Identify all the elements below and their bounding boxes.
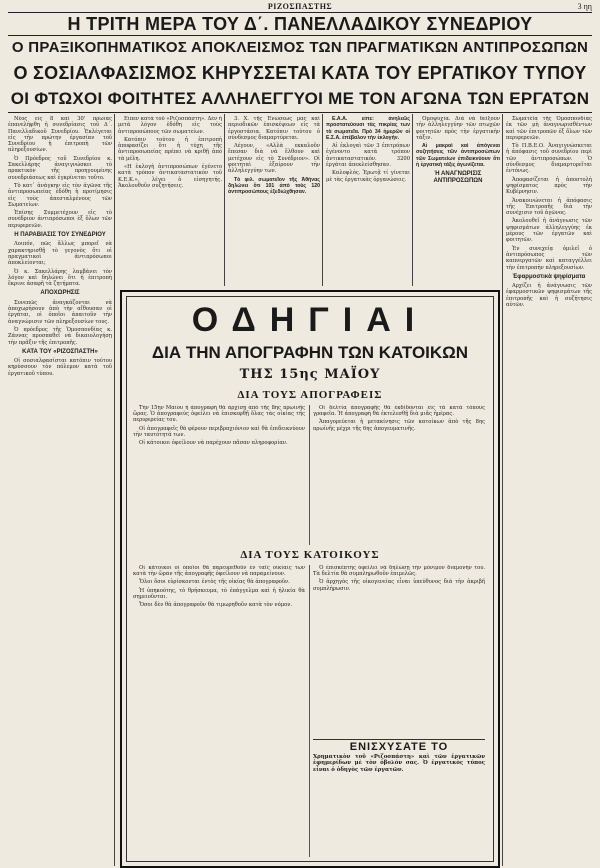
box-column-divider — [309, 565, 310, 857]
paragraph: Κατόπιν τούτου ἡ ἐπιτροπὴ ἀποφασίζει ὅτι ἡ τύχη τῆς ἀντιπροσωπείας πρέπει νὰ κριθῇ ἀπὸ τὰ μέλη. — [118, 136, 222, 162]
paragraph: Ὁ Πρόεδρος τοῦ Συνεδρίου κ. Σακελλάρης ἀναγιγνώσκει τὸ πρακτικὸν τῆς προηγουμένης συνεδριάσεως καὶ ἐγκρίνεται τοῦτο. — [8, 155, 112, 181]
paragraph: Νέος εἰς 8 καὶ 30' πρωῒας ἐπανελήφθη ἡ συνεδρίασις τοῦ Δ΄. Πανελλαδικοῦ Συνεδρίου. Ἐκλέγεται εἰς τὴν πρώτην ἐργασίαν τοῦ Συνεδρίου ἡ ἐπιτροπὴ τῶν πληρεξουσίων. — [8, 116, 112, 154]
box-title: ΟΔΗΓΙΑΙ — [191, 301, 429, 339]
paragraph: «Η ἐκλογὴ ἀντιπροσώπων ἐγένετο κατὰ τρόπον ἀντικαταστατικόν τοῦ Κ.Ε.Κ.», λέγει ὁ εἰσηγητής. Ἀκολουθοῦν συζητήσεις. — [118, 164, 222, 189]
column-divider — [114, 114, 115, 866]
box-column-right — [313, 405, 485, 545]
column-divider — [502, 114, 503, 866]
column-divider — [322, 114, 323, 286]
support-notice-title: ΕΝΙΣΧΥΣΑΤΕ ΤΟ — [349, 741, 449, 753]
census-instructions-box — [120, 290, 500, 868]
masthead — [8, 2, 592, 13]
support-notice-body: Χρηματικὸν τοῦ «Ριζοσπάστη» καὶ τῶν ἐργατικῶν ἐφημερίδων μὲ τὸν ὀβολόν σας. Ὁ ἐργατικὸς τύπος εἶναι ὁ ὀδηγὸς τῶν ἐργατῶν. — [313, 754, 485, 773]
paragraph: Ὁ πρόεδρος τῆς Ὁμοσπονδίας κ. Ζάννας προσπαθεῖ νὰ δικαιολογήσῃ τὴν πρᾶξιν τῆς ἐπιτροπῆς. — [8, 326, 112, 346]
paragraph: Λέγουν, «Αλλὰ εκκαλοῦν ἔπεσαν διὰ νὰ ἔλθουν καὶ μετέχουν εἰς τὸ Συνέδριον». Οἱ φοιτηταὶ ἐξαίρουν τὴν ἀλληλεγγύην των. — [228, 143, 320, 175]
column-divider — [412, 114, 413, 286]
paragraph: Ὅλοι ὅσοι εὑρίσκονται ἐντὸς τῆς οἰκίας θὰ ἀπογραφοῦν. — [139, 579, 290, 586]
section-title-residents: ΔΙΑ ΤΟΥΣ ΚΑΤΟΙΚΟΥΣ — [240, 549, 380, 561]
paragraph: Ὁ κ. Σακελλάρης λαμβάνει τὸν λόγον καὶ δηλώνει ὅτι ἡ ἐπιτροπὴ ἔκρινε ἀσαφῆ τὰ ζητήματα. — [8, 268, 112, 288]
paragraph: Ὅσοι δὲν θὰ ἀπογραφοῦν θὰ τιμωρηθοῦν κατὰ τὸν νόμον. — [139, 602, 293, 609]
paragraph: Αἱ μακραὶ καὶ ἀπόγεναι συζητήσεις τῶν ἀντιπροσώπων τῶν Σωματείων ἐπιδεικνύουν ὅτι ἡ ἐργατικὴ τάξις ἀγωνίζεται. — [416, 143, 500, 169]
subheading: Ἐφαρμοστικὰ ψηφίσματα — [512, 273, 586, 280]
article-column-6 — [506, 116, 592, 866]
article-column-3 — [228, 116, 320, 284]
article-column-5 — [416, 116, 500, 284]
box-column-divider — [309, 405, 310, 545]
paragraph: Καλοφλός. Ἐρωτᾷ τί γίνεται μὲ τὰς ἐργατικὰς ὀργανώσεις. — [326, 170, 410, 183]
headline-2: Ο ΠΡΑΞΙΚΟΠΗΜΑΤΙΚΟΣ ΑΠΟΚΛΕΙΣΜΟΣ ΤΩΝ ΠΡΑΓΜΑΤΙΚΩΝ ΑΝΤΙΠΡΟΣΩΠΩΝ — [11, 39, 589, 56]
paragraph: Ἀνακοινώνεται ἡ ἀπόφασις τῆς Ἐπιτροπῆς διὰ τὴν συνέχισιν τοῦ ἀγῶνος. — [506, 197, 592, 217]
divider — [8, 35, 592, 36]
box-date: ΤΗΣ 15ης ΜΑΪΟΥ — [239, 367, 381, 382]
box-column-right — [313, 565, 485, 735]
support-notice — [313, 739, 485, 858]
paragraph: Εἶπεν κατὰ τοῦ «Ριζοσπάστη». Δὲν ἡ μετὰ λόγον ἐδόθη εἰς τοὺς ἀντιπροσώπους τῶν σωματείων. — [118, 116, 222, 135]
paragraph: Ε.Α.Α. εἶπε: ἀνηλεῶς προστατεύουσι τὰς πικρίας των τὰ σωματεῖα. Πρὸ 34 ἡμερῶν οἱ Ε.Σ.Α. ἐπέβαλον τὴν ἐκλογήν. — [326, 116, 410, 141]
paragraph: Συνεπῶς ἀναγκάζονται νὰ ἀποχωρήσουν ἀπὸ τὴν αἴθουσαν οἱ ἐργάται, οἱ ὁποῖοι ἀπαιτοῦν τὴν ἀναγνώρισιν τῶν πληρεξουσίων τους. — [8, 299, 112, 325]
subheading: Ἡ ΑΝΑΓΝΩΡΙΣΙΣ ΑΝΤΙΠΡΟΣΩΠΩΝ — [433, 171, 483, 184]
article-column-1 — [8, 116, 112, 866]
box-subtitle: ΔΙΑ ΤΗΝ ΑΠΟΓΡΑΦΗΝ ΤΩΝ ΚΑΤΟΙΚΩΝ — [151, 343, 469, 362]
paragraph: Τὸ Π.Β.Ε.Ο. Ἀναγιγνώσκεται ἡ ἀπόφασις τοῦ συνεδρίου περὶ τῶν ἀντιπροσώπων. Ὁ σύνδεσμος διαμαρτυρεῖται ἐντόνως. — [506, 143, 592, 175]
masthead-title: ΡΙΖΟΣΠΑΣΤΗΣ — [267, 2, 333, 11]
paragraph: Ὁ ἀρχηγὸς τῆς οἰκογενείας εἶναι ὑπεύθυνος διὰ τὴν ἀκριβῆ συμπλήρωσιν. — [313, 579, 485, 592]
paragraph: Τὸ φιλ. σωματεῖον τῆς Ἀθήνας δηλώνει ὅτι 101 ἀπὸ τοὺς 120 ἀντιπροσώπους ἐξεδιώχθησαν. — [228, 176, 320, 196]
paragraph: Οἱ ἀπογραφεῖς θὰ φέρουν περιβραχιόνιον καὶ θὰ ἐπιδεικνύουν τὴν ταυτότητά των. — [133, 425, 305, 438]
box-column-left — [133, 565, 305, 857]
headline-4: ΟΙ ΦΤΩΧΟΙ ΦΟΙΤΗΤΕΣ ΑΛΛΗΛΕΓΓΥΟΙ ΜΕ ΤΟΝ ΑΓΩΝΑ ΤΩΝ ΕΡΓΑΤΩΝ — [10, 89, 590, 108]
box-column-left — [133, 405, 305, 545]
paragraph: Οἱ δελτία ἀπογραφῆς θὰ ἐκδίδονται εἰς τὰ κατὰ τόπους γραφεῖα. Ἡ ἀπογραφὴ θὰ ἐκτελεσθῇ διὰ μιᾶς ἡμέρας. — [313, 405, 485, 418]
paragraph: 3. Χ. τῆς Ἑνώσεως μας καὶ περιοδικῶν ἐπισκέψεων εἰς τὰ ἐργοστάσια. Κατόπιν τούτου ὁ σύνδεσμος διαμαρτύρεται. — [228, 116, 320, 141]
paragraph: Λοιπόν, πῶς ἄλλως μπορεῖ νὰ χαρακτηρισθῇ τὸ γεγονὸς ὅτι οἱ πραγματικοὶ ἀντιπρόσωποι ἀποκλείονται; — [8, 241, 112, 267]
subheading: Η ΠΑΡΑΒΙΑΣΙΣ ΤΟΥ ΣΥΝΕΔΡΙΟΥ — [14, 232, 106, 239]
paragraph: Αρχίζει ἡ ἀνάγνωσις τῶν ἐφαρμοστικῶν ψηφισμάτων τῆς ἐπιτροπῆς καὶ ἡ συζήτησις αὐτῶν. — [506, 283, 592, 309]
paragraph: Ἐπίσης Συμμετέχουν εἰς τὸ συνέδριον ἀντιπρόσωποι ἐξ ὅλων τῶν περιφερειῶν. — [8, 210, 112, 229]
paragraph: Ὁμοψυχία. Διὰ νὰ δείξουν τὴν ἀλληλεγγύην τῶν πτωχῶν φοιτητῶν πρὸς τὴν ἐργατικὴν τάξιν. — [416, 116, 500, 141]
column-divider — [224, 114, 225, 286]
article-column-2 — [118, 116, 222, 284]
article-column-4 — [326, 116, 410, 284]
paragraph: Τὸ κατ᾽ ἀνάγκην εἰς τὸν ἀγῶνα τῆς ἀντιπροσωπείας ἐδόθη ἡ προτίμησις εἰς τοὺς ἀπεσταλμένους τῶν Σωματείων. — [8, 182, 112, 208]
paragraph: Ἡ ὑπηκοότης, τὸ θρήσκευμα, τὸ ἐπάγγελμα καὶ ἡ ἡλικία θὰ σημειοῦνται. — [133, 587, 305, 600]
divider — [8, 112, 592, 113]
census-box-inner — [126, 296, 494, 862]
paragraph: Οἱ σοσιαλφασίσται κατόπιν τούτου κηρύσσουν τὸν πόλεμον κατὰ τοῦ ἐργατικοῦ τύπου. — [8, 358, 112, 377]
subheading: ΚΑΤΑ ΤΟΥ «ΡΙΖΟΣΠΑΣΤΗ» — [22, 348, 98, 355]
paragraph: Ἐν συνεχείᾳ ὁμιλεῖ ὁ ἀντιπρόσωπος τῶν καπνεργατῶν καὶ καταγγέλλει τὴν ἐπιτροπὴν πληρεξουσίων. — [506, 245, 592, 271]
paragraph: Σωματεῖα τῆς Ὁμοσπονδίας ἐκ τῶν μὴ ἀναγνωρισθέντων καὶ τῶν ἐπιτροπῶν ἐξ ὅλων τῶν περιφερειῶν. — [506, 116, 592, 141]
paragraph: Τὴν 15ην Μαΐου ἡ ἀπογραφὴ θὰ ἀρχίσῃ ἀπὸ τῆς 8ης πρωϊνῆς ὥρας. Ὁ ἀπογραφεὺς ὀφείλει νὰ ἐπισκεφθῇ ὅλας τὰς οἰκίας τῆς περιφερείας του. — [133, 405, 305, 424]
paragraph: Ἀκολουθεῖ ἡ ἀνάγνωσις τῶν ψηφισμάτων ἀλληλεγγύης ἐκ μέρους τῶν ἐργατῶν καὶ φοιτητῶν. — [506, 218, 592, 244]
paragraph: Οἱ κάτοικοι οἱ ὁποῖοι θὰ παρευρεθοῦν ἐν ταῖς οἰκίαις των κατὰ τὴν ὥραν τῆς ἀπογραφῆς ὀφείλουν νὰ παραμείνουν. — [133, 565, 305, 578]
section-title-enumerators: ΔΙΑ ΤΟΥΣ ΑΠΟΓΡΑΦΕΙΣ — [237, 389, 383, 401]
page-number: 3 ηη — [577, 2, 592, 11]
subheading: ΑΠΟΧΩΡΗΣΙΣ — [40, 290, 80, 297]
headline-1: Η ΤΡΙΤΗ ΜΕΡΑ ΤΟΥ Δ΄. ΠΑΝΕΛΛΑΔΙΚΟΥ ΣΥΝΕΔΡΙΟΥ — [67, 14, 533, 34]
paragraph: Ἀποφασίζεται ἡ ἀποστολὴ ψηφίσματος πρὸς τὴν Κυβέρνησιν. — [506, 176, 592, 196]
paragraph: Οἱ κάτοικοι ὀφείλουν νὰ παρέχουν πᾶσαν πληροφορίαν. — [139, 440, 288, 447]
paragraph: Ὁ ἐπισκέπτης ὀφείλει νὰ δηλώσῃ τὴν μόνιμον διαμονήν του. Τὰ δελτία θὰ συμπληρωθοῦν ἐπιμελῶς. — [313, 565, 485, 578]
paragraph: Αἱ ἐκλογαὶ τῶν 3 ἐπιτρόπων ἐγένοντο κατὰ τρόπον ἀντικαταστατικόν. 3200 ἐργάται ἀπεκλείσθησαν. — [326, 143, 410, 169]
headline-3: Ο ΣΟΣΙΑΛΦΑΣΙΣΜΟΣ ΚΗΡΥΣΣΕΤΑΙ ΚΑΤΑ ΤΟΥ ΕΡΓΑΤΙΚΟΥ ΤΥΠΟΥ — [13, 63, 587, 83]
paragraph: Ἀπαγορεύεται ἡ μετακίνησις τῶν κατοίκων ἀπὸ τῆς 8ης πρωϊνῆς μέχρι τῆς 6ης ἀπογευματινῆς. — [313, 419, 485, 432]
